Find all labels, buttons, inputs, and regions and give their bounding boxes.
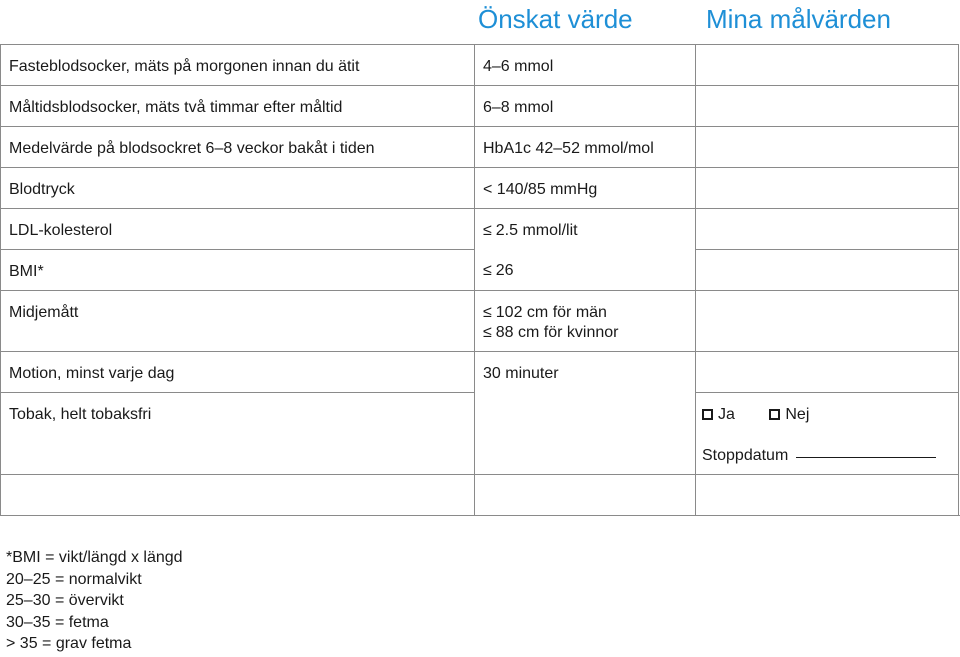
note-line: 25–30 = övervikt	[6, 592, 124, 609]
my-target-field[interactable]	[695, 249, 959, 290]
note-line: 30–35 = fetma	[6, 613, 109, 631]
row-value: HbA1c 42–52 mmol/mol	[474, 126, 695, 167]
stop-date-field[interactable]	[796, 457, 936, 458]
option-no[interactable]	[769, 406, 809, 423]
row-value	[474, 249, 695, 290]
less-or-equal-symbol: ≤	[483, 304, 492, 321]
my-target-field[interactable]	[695, 44, 959, 85]
header-my-target-values: Mina målvärden	[706, 4, 891, 34]
less-or-equal-symbol: ≤	[483, 262, 492, 279]
checkbox-icon[interactable]	[702, 409, 713, 420]
option-yes-label: Ja	[718, 406, 735, 423]
note-line: 20–25 = normalvikt	[6, 570, 142, 588]
tobacco-options	[695, 392, 959, 474]
row-label: Blodtryck	[0, 167, 474, 208]
row-value	[474, 208, 695, 249]
row-label: BMI*	[0, 249, 474, 290]
row-value-text: 102 cm för män	[495, 304, 607, 321]
my-target-field[interactable]	[695, 351, 959, 392]
row-label: Måltidsblodsocker, mäts två timmar efter måltid	[0, 85, 474, 126]
table-row	[0, 249, 960, 290]
table-row	[0, 351, 960, 392]
row-value: < 140/85 mmHg	[474, 167, 695, 208]
table-row	[0, 44, 960, 85]
row-label: Tobak, helt tobaksfri	[0, 392, 474, 474]
option-no-label: Nej	[785, 406, 810, 423]
my-target-field[interactable]	[695, 474, 959, 515]
row-value	[474, 290, 695, 351]
my-target-field[interactable]	[695, 85, 959, 126]
less-or-equal-symbol: ≤	[483, 324, 492, 341]
table-row	[0, 85, 960, 126]
row-value-text: 26	[495, 262, 514, 279]
row-value: 30 minuter	[474, 351, 695, 392]
header-desired-value: Önskat värde	[478, 4, 633, 34]
bmi-footnote	[6, 547, 183, 655]
table-row	[0, 167, 960, 208]
empty-label-cell	[0, 474, 474, 515]
row-value: 6–8 mmol	[474, 85, 695, 126]
empty-value-cell	[474, 474, 695, 515]
row-label: Midjemått	[0, 290, 474, 351]
table-bottom-border	[0, 515, 960, 516]
note-line: > 35 = grav fetma	[6, 635, 132, 652]
row-label: Medelvärde på blodsockret 6–8 veckor bakåt i tiden	[0, 126, 474, 167]
option-yes[interactable]	[702, 406, 735, 423]
my-target-field[interactable]	[695, 126, 959, 167]
my-target-field[interactable]	[695, 208, 959, 249]
table-row	[0, 208, 960, 249]
row-value-text: 2.5 mmol/lit	[495, 222, 578, 239]
checkbox-icon[interactable]	[769, 409, 780, 420]
row-label: LDL-kolesterol	[0, 208, 474, 249]
row-label: Motion, minst varje dag	[0, 351, 474, 392]
stop-date-label: Stoppdatum	[702, 447, 789, 464]
my-target-field[interactable]	[695, 290, 959, 351]
less-or-equal-symbol: ≤	[483, 222, 492, 239]
row-value-text: 88 cm för kvinnor	[495, 324, 619, 341]
note-line: *BMI = vikt/längd x längd	[6, 549, 183, 566]
table-row	[0, 126, 960, 167]
row-value: 4–6 mmol	[474, 44, 695, 85]
table-row	[0, 474, 960, 515]
row-label: Fasteblodsocker, mäts på morgonen innan du ätit	[0, 44, 474, 85]
table-row	[0, 290, 960, 351]
row-value	[474, 392, 695, 474]
my-target-field[interactable]	[695, 167, 959, 208]
table-row	[0, 392, 960, 474]
